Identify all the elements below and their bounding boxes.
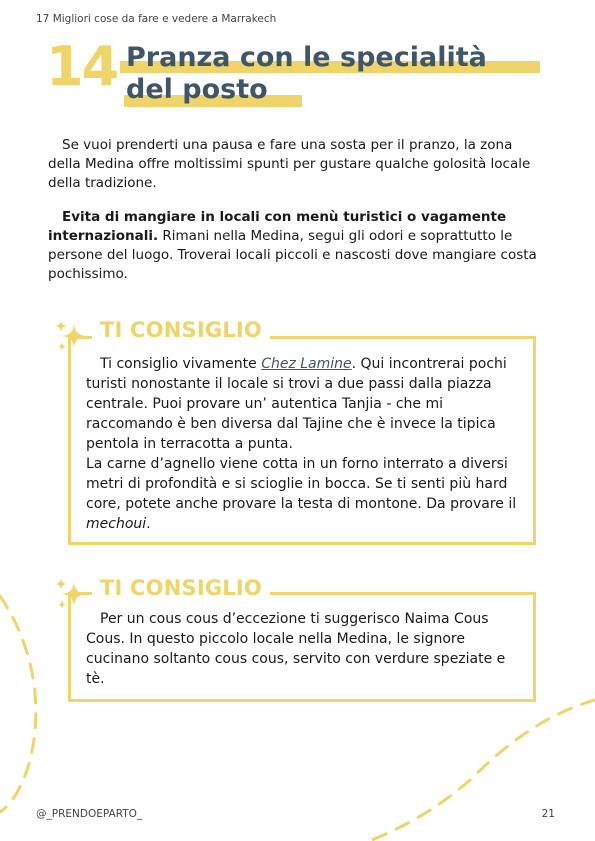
tip-1-body-2: La carne d’agnello viene cotta in un forno interrato a diversi metri di profondità e si scioglie in bocca. Se ti senti più hard core, potete anche provare la testa di montone. Da provare il	[86, 456, 517, 512]
advice-bold: Evita di mangiare in locali con menù turistici o vagamente internazionali.	[48, 209, 507, 244]
chez-lamine-link[interactable]: Chez Lamine	[261, 356, 352, 372]
tip-heading-1: TI CONSIGLIO	[92, 318, 270, 342]
chapter-number: 14	[46, 35, 118, 98]
advice-text: Rimani nella Medina, segui gli odori e soprattutto le persone del luogo. Troverai locali piccoli e nascosti dove mangiare costa pochissimo.	[48, 228, 537, 282]
footer-handle: @_PRENDOEPARTO_	[36, 808, 143, 820]
tip-1-dish: mechoui	[86, 516, 147, 532]
chapter-title-line-1: Pranza con le specialità	[126, 42, 487, 73]
tip-1-intro: Ti consiglio vivamente	[100, 356, 262, 372]
tip-1-body: . Qui incontrerai pochi turisti nonostante il locale si trovi a due passi dalla piazza centrale. Puoi provare un’ autentica Tanjia - che mi raccomando è ben diversa dal Tajine che è invece la tipica pentola in terracotta a punta.	[86, 356, 507, 452]
tip-2-body: Per un cous cous d’eccezione ti suggerisco Naima Cous Cous. In questo piccolo locale nella Medina, le signore cucinano soltanto cous cous, servito con verdure speziate e tè.	[86, 611, 506, 687]
tip-heading-2: TI CONSIGLIO	[92, 576, 270, 600]
tip-1-end: .	[146, 516, 151, 532]
chapter-title-line-2: del posto	[126, 74, 268, 106]
intro-text: Se vuoi prenderti una pausa e fare una sosta per il pranzo, la zona della Medina offre moltissimi spunti per gustare qualche golosità locale della tradizione.	[48, 137, 531, 191]
running-header: 17 Migliori cose da fare e vedere a Marrakech	[36, 13, 277, 25]
page-number: 21	[541, 808, 555, 820]
